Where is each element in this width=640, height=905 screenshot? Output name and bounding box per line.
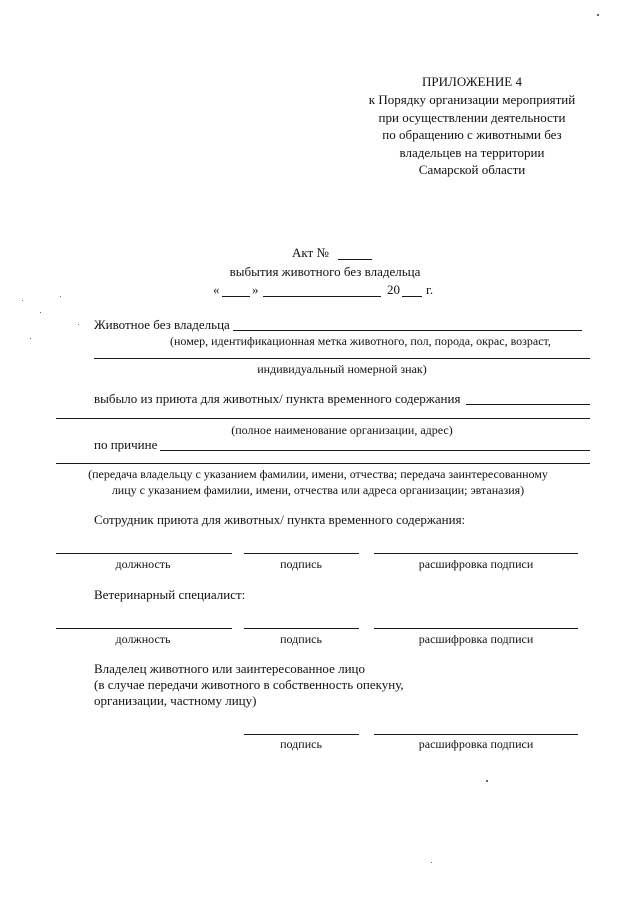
date-year-field[interactable] bbox=[402, 296, 422, 297]
date-year-suffix: г. bbox=[426, 282, 434, 297]
reason-hint: (передача владельцу с указанием фамилии, имени, отчества; передача заинтересованному bbox=[88, 467, 548, 481]
employee-heading: Сотрудник приюта для животных/ пункта временного содержания: bbox=[94, 512, 466, 527]
reason-field-continued[interactable] bbox=[56, 463, 590, 464]
scan-speck bbox=[486, 780, 488, 782]
vet-signature-line[interactable] bbox=[244, 628, 359, 629]
scan-speck bbox=[60, 296, 61, 297]
act-subtitle: выбытия животного без владельца bbox=[229, 264, 421, 279]
reason-hint-continued: лицу с указанием фамилии, имени, отчества или адреса организации; эвтаназия) bbox=[111, 483, 525, 497]
date-open-quote: « bbox=[213, 282, 220, 297]
employee-signature-line[interactable] bbox=[244, 553, 359, 554]
animal-field-continued[interactable] bbox=[94, 358, 590, 359]
scan-speck bbox=[78, 324, 79, 325]
appendix-line-5: владельцев на территории bbox=[399, 145, 545, 160]
date-close-quote: » bbox=[252, 282, 259, 297]
owner-decoding-label: расшифровка подписи bbox=[418, 737, 534, 751]
appendix-line-2: к Порядку организации мероприятий bbox=[368, 92, 576, 107]
owner-signature-label: подпись bbox=[280, 737, 322, 751]
employee-decoding-line[interactable] bbox=[374, 553, 578, 554]
left-shelter-label: выбыло из приюта для животных/ пункта временного содержания bbox=[94, 391, 461, 406]
scan-speck bbox=[30, 338, 31, 339]
scan-speck bbox=[22, 300, 23, 301]
vet-decoding-label: расшифровка подписи bbox=[418, 632, 534, 646]
owner-heading: Владелец животного или заинтересованное лицо bbox=[94, 661, 366, 676]
shelter-field-continued[interactable] bbox=[56, 418, 590, 419]
date-day-field[interactable] bbox=[222, 296, 250, 297]
vet-position-label: должность bbox=[115, 632, 171, 646]
employee-position-label: должность bbox=[115, 557, 171, 571]
owner-signature-line[interactable] bbox=[244, 734, 359, 735]
reason-field[interactable] bbox=[160, 450, 590, 451]
owner-decoding-line[interactable] bbox=[374, 734, 578, 735]
appendix-line-6: Самарской области bbox=[418, 162, 526, 177]
appendix-title: ПРИЛОЖЕНИЕ 4 bbox=[422, 74, 522, 89]
animal-label: Животное без владельца bbox=[94, 317, 230, 332]
appendix-line-3: при осуществлении деятельности bbox=[378, 110, 566, 125]
shelter-field[interactable] bbox=[466, 404, 590, 405]
employee-decoding-label: расшифровка подписи bbox=[418, 557, 534, 571]
animal-field[interactable] bbox=[233, 330, 582, 331]
act-number-label: Акт № bbox=[292, 245, 329, 260]
act-number-field[interactable] bbox=[338, 259, 372, 260]
date-month-field[interactable] bbox=[263, 296, 381, 297]
scan-speck bbox=[431, 862, 432, 863]
owner-heading-line-3: организации, частному лицу) bbox=[94, 693, 257, 708]
employee-signature-label: подпись bbox=[280, 557, 322, 571]
animal-hint: (номер, идентификационная метка животного, пол, порода, окрас, возраст, bbox=[170, 334, 551, 348]
employee-position-line[interactable] bbox=[56, 553, 232, 554]
organization-hint: (полное наименование организации, адрес) bbox=[231, 423, 453, 437]
animal-hint-continued: индивидуальный номерной знак) bbox=[257, 362, 427, 376]
owner-heading-line-2: (в случае передачи животного в собственность опекуну, bbox=[94, 677, 404, 692]
vet-signature-label: подпись bbox=[280, 632, 322, 646]
vet-heading: Ветеринарный специалист: bbox=[94, 587, 246, 602]
vet-decoding-line[interactable] bbox=[374, 628, 578, 629]
date-year-prefix: 20 bbox=[387, 282, 400, 297]
scan-speck bbox=[40, 312, 41, 313]
vet-position-line[interactable] bbox=[56, 628, 232, 629]
scan-speck bbox=[597, 14, 599, 16]
reason-label: по причине bbox=[94, 437, 158, 452]
appendix-line-4: по обращению с животными без bbox=[382, 127, 562, 142]
